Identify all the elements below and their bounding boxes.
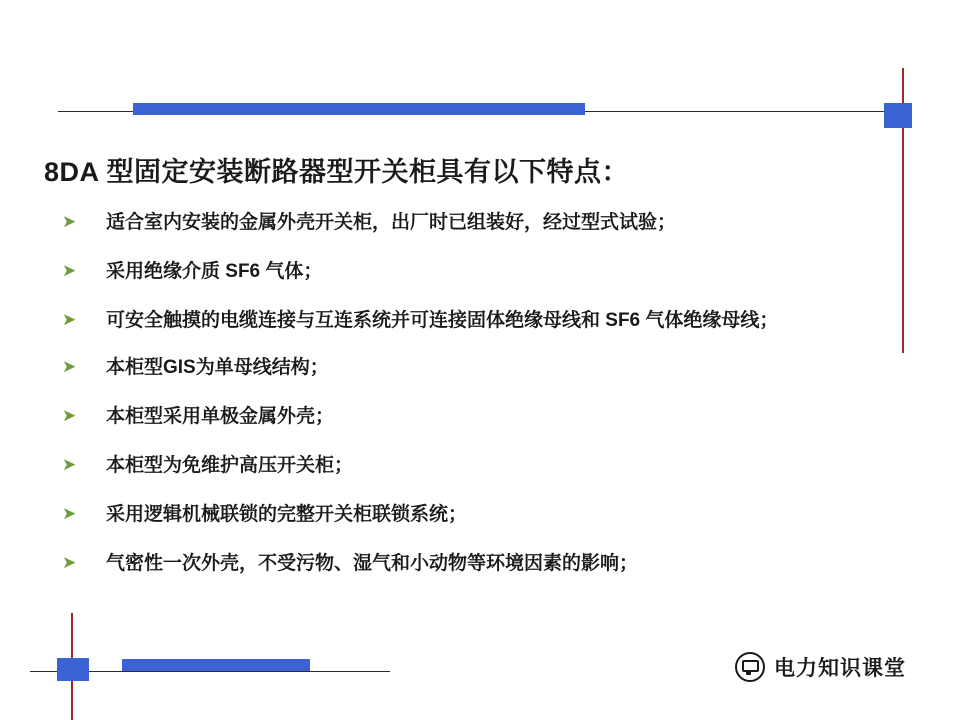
decor-blue-bar-top (133, 103, 585, 115)
list-item-text: 本柜型GIS为单母线结构； (106, 357, 329, 378)
footer-watermark (735, 652, 906, 682)
decor-blue-bar-bottom (122, 659, 310, 671)
list-item (62, 451, 922, 480)
footer-watermark-label: 电力知识课堂 (774, 657, 906, 680)
arrow-bullet-icon: ➤ (62, 310, 77, 329)
decor-blue-square-bottom-left (57, 658, 89, 681)
arrow-bullet-icon: ➤ (62, 553, 77, 572)
list-item-text: 采用逻辑机械联锁的完整开关柜联锁系统； (106, 504, 468, 525)
list-item (62, 402, 922, 431)
arrow-bullet-icon: ➤ (62, 504, 77, 523)
arrow-bullet-icon: ➤ (62, 212, 77, 231)
list-item (62, 257, 922, 286)
list-item (62, 306, 922, 335)
list-item (62, 500, 922, 529)
list-item (62, 353, 922, 382)
list-item-text: 气密性一次外壳，不受污物、湿气和小动物等环境因素的影响； (106, 553, 639, 574)
list-item (62, 208, 922, 237)
bullet-list (62, 208, 922, 598)
list-item-text: 采用绝缘介质 SF6 气体； (106, 261, 323, 282)
list-item-text: 本柜型采用单极金属外壳； (106, 406, 335, 427)
decor-blue-square-top-right (884, 103, 912, 128)
arrow-bullet-icon: ➤ (62, 406, 77, 425)
arrow-bullet-icon: ➤ (62, 357, 77, 376)
list-item-text: 可安全触摸的电缆连接与互连系统并可连接固体绝缘母线和 SF6 气体绝缘母线； (106, 310, 779, 331)
arrow-bullet-icon: ➤ (62, 455, 77, 474)
page-title: 8DA 型固定安装断路器型开关柜具有以下特点： (44, 157, 630, 187)
camera-badge-icon (735, 652, 765, 682)
arrow-bullet-icon: ➤ (62, 261, 77, 280)
list-item (62, 549, 922, 578)
list-item-text: 适合室内安装的金属外壳开关柜，出厂时已组装好，经过型式试验； (106, 212, 677, 233)
list-item-text: 本柜型为免维护高压开关柜； (106, 455, 354, 476)
